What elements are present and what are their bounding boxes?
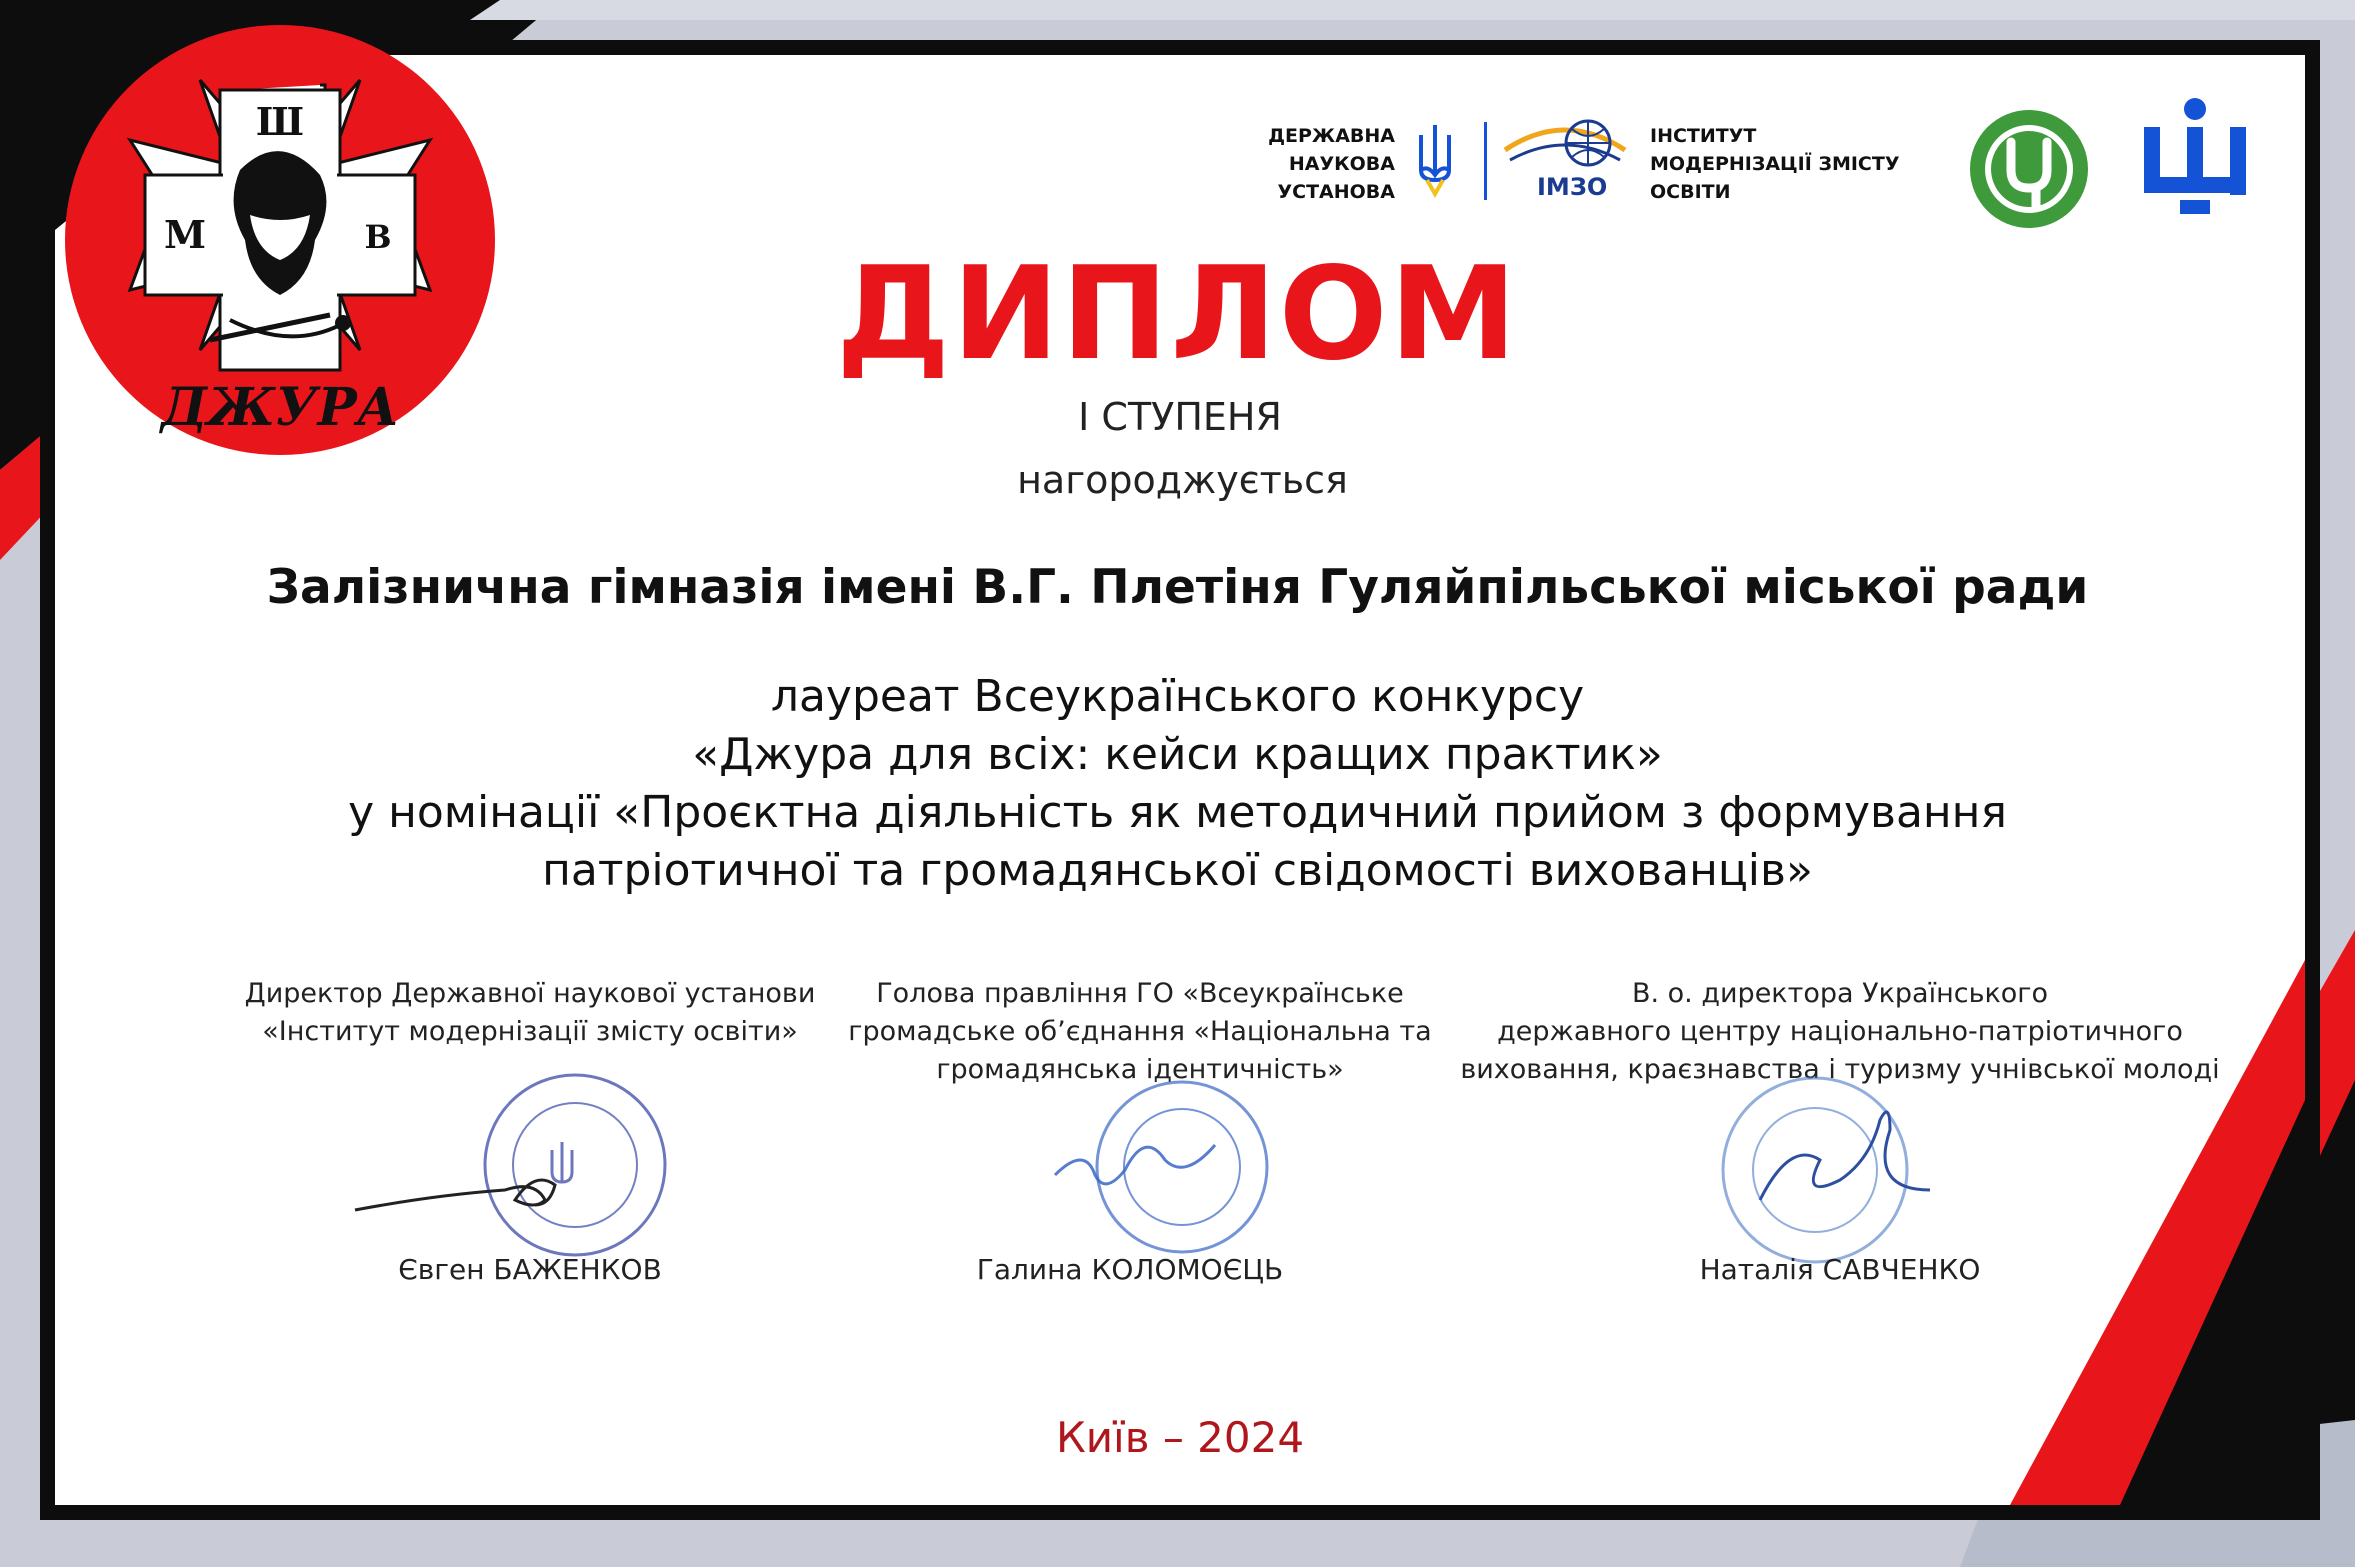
signatory-3-name: Наталія САВЧЕНКО [1699,1253,1981,1286]
position-line: В. о. директора Українського [1631,978,2049,1009]
description-line: патріотичної та громадянської свідомості вихованців» [542,845,1813,896]
institute-line: ІНСТИТУТ [1650,125,1757,147]
imzo-globe-icon [1500,115,1630,180]
award-description [0,668,2355,900]
jura-right-letter: В [364,218,392,256]
position-line: «Інститут модернізації змісту освіти» [262,1016,798,1047]
awarded-label: нагороджується [1017,458,1348,502]
description-line: лауреат Всеукраїнського конкурсу [770,671,1585,722]
green-u-logo [1968,108,2090,230]
position-line: Директор Державної наукової установи [244,978,816,1009]
city-year: Київ – 2024 [1055,1413,1305,1462]
jura-left-letter: М [163,212,207,257]
signatory-1-position [230,975,830,1051]
blue-symbol-logo [2140,95,2250,220]
jura-emblem-logo [60,20,500,460]
jura-word: ДЖУРА [160,377,400,438]
stamp-signature-1 [350,1070,690,1270]
jura-top-letter: Ш [255,99,305,144]
recipient-name: Залізнична гімназія імені В.Г. Плетіня Гуляйпільської міської ради [266,560,2089,615]
gov-line: ДЕРЖАВНА [1268,125,1395,147]
signatory-2-position [840,975,1440,1089]
institute-line: ОСВІТИ [1650,181,1731,203]
gov-line: УСТАНОВА [1277,181,1395,203]
description-line: «Джура для всіх: кейси кращих практик» [692,729,1663,780]
degree-label: І СТУПЕНЯ [1078,395,1282,439]
imzo-label: ІМЗО [1537,173,1608,201]
gov-line: НАУКОВА [1288,153,1395,175]
position-line: державного центру національно-патріотичного [1497,1016,2183,1047]
divider [1484,122,1487,200]
description-line: у номінації «Проєктна діяльність як методичний прийом з формування [348,787,2007,838]
position-line: громадське об’єднання «Національна та [848,1016,1432,1047]
position-line: виховання, краєзнавства і туризму учнівської молоді [1460,1054,2220,1085]
position-line: громадянська ідентичність» [936,1054,1344,1085]
stamp-signature-2 [1050,1075,1290,1265]
stamp-signature-3 [1690,1070,1960,1270]
diploma-title: ДИПЛОМ [836,240,1519,389]
signatory-1-name: Євген БАЖЕНКОВ [398,1253,662,1286]
institute-label [1650,122,1940,206]
signatory-2-name: Галина КОЛОМОЄЦЬ [976,1253,1284,1286]
position-line: Голова правління ГО «Всеукраїнське [876,978,1404,1009]
institute-line: МОДЕРНІЗАЦІЇ ЗМІСТУ [1650,153,1900,175]
gov-institution-label [1200,122,1395,206]
trident-icon [1415,120,1455,200]
